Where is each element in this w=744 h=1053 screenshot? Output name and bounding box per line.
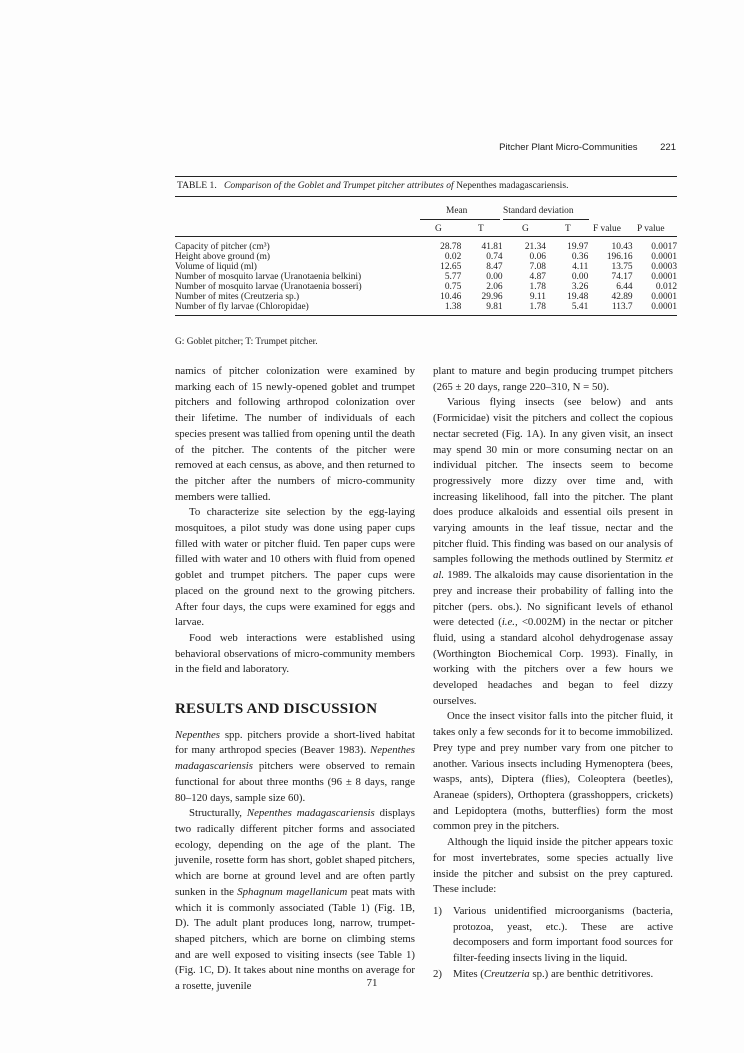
paragraph: plant to mature and begin producing trumpet pitchers (265 ± 20 days, range 220–310, N = 50). [433,365,673,393]
table-cell: 0.75 [444,282,462,292]
table-cell: 8.47 [486,262,503,272]
header-page-number: 221 [660,142,676,153]
paragraph: Structurally, Nepenthes madagascariensis displays two radically different pitcher forms and associated ecology, depending on the age of the plant. The juvenile, rosette form has short, goblet shaped pitchers, which are borne at ground level and are often partly sunken in the Sphagnum magellanicum peat mats with which it is commonly associated (Table 1) (Fig. 1B, D). The adult plant produces long, narrow, trumpet-shaped pitchers, which are borne on climbing stems and are well exposed to visiting insects (see Table 1) (Fig. 1C, D). It takes about nine months on average for a rosette, juvenile [175,807,416,993]
table-cell: 0.0001 [651,302,677,312]
table-cell: 41.81 [481,242,503,252]
table-bottom-rule [175,315,677,316]
table-cell: 3.26 [571,282,589,292]
table-cell: 10.43 [611,242,633,252]
table-cell: 0.02 [444,252,462,262]
mean-underline [420,219,500,220]
col-header-sd-g: G [522,224,529,234]
list-item: 2) Mites (Creutzeria sp.) are benthic detritivores. [433,967,654,980]
table-cell: 19.97 [567,242,589,252]
table-cell: 10.46 [440,292,462,302]
table-cell: 0.012 [655,282,677,292]
table-cell: 9.81 [486,302,503,312]
table-cell: 4.11 [572,262,589,272]
table-cell: 0.74 [486,252,503,262]
paragraph: Various flying insects (see below) and ants (Formicidae) visit the pitchers and collect the copious nectar secreted (Fig. 1A). In any given visit, an insect may spend 30 min or more consuming nectar on an individual pitcher. The insects seem to become progressively more dizzy over time and, with increasing likelihood, fall into the pitcher. The plant does produce alkaloids and essential oils present in varying amounts in the leaf tissue, nectar and the pitcher fluid. This finding was based on our analysis of samples following the methods outlined by Stermitz et al. 1989. The alkaloids may cause disorientation in the prey and increase their probability of falling into the pitcher (pers. obs.). No significant levels of ethanol were detected (i.e., <0.002M) in the nectar or pitcher fluid, using a standard alcohol dehydrogenase assay (Worthington Biochemical Corp. 1993). Finally, in working with the pitchers over a few hours we developed headaches and began to feel dizzy ourselves. [433,396,674,707]
table-cell: 19.48 [567,292,589,302]
numbered-list [433,904,673,983]
table-cell: 0.36 [571,252,589,262]
col-header-t: T [478,224,484,234]
group-header-mean: Mean [446,206,468,216]
table-cell: 5.77 [444,272,462,282]
table-cell: 12.65 [440,262,462,272]
table-cell: 0.0001 [651,292,677,302]
header-bottom-rule [175,236,677,237]
table-cell: 42.89 [611,292,633,302]
table-cell: 0.0017 [651,242,677,252]
row-label: Capacity of pitcher (cm³) [175,242,270,252]
left-column [175,364,415,995]
table-footnote: G: Goblet pitcher; T: Trumpet pitcher. [175,337,318,347]
row-label: Number of fly larvae (Chloropidae) [175,302,309,312]
row-label: Volume of liquid (ml) [175,262,257,272]
table-row [175,272,677,282]
table-cell: 6.44 [616,282,633,292]
table-cell: 113.7 [611,302,633,312]
page-number: 71 [366,977,378,989]
table-top-rule [175,176,677,177]
table-cell: 0.0003 [651,262,677,272]
col-header-g: G [435,224,442,234]
table-cell: 0.0001 [651,252,677,262]
table-row [175,282,677,292]
table-row [175,262,677,272]
table-cell: 0.0001 [651,272,677,282]
table-row [175,242,677,252]
data-table [175,242,677,312]
paragraph: To characterize site selection by the egg-laying mosquitoes, a pilot study was done using paper cups filled with water or pitcher fluid. Ten paper cups were filled with water and 10 others with fluid from opened goblet and trumpet pitchers. The paper cups were placed on the ground next to the growing pitchers. After four days, the cups were examined for eggs and larvae. [175,506,415,629]
right-column [433,364,673,982]
row-label: Number of mosquito larvae (Uranotaenia bosseri) [175,282,362,292]
section-heading: RESULTS AND DISCUSSION [175,701,378,718]
table-cell: 28.78 [440,242,462,252]
table-row [175,292,677,302]
col-header-p-value: P value [637,224,665,234]
table-caption: TABLE 1. Comparison of the Goblet and Trumpet pitcher attributes of Nepenthes madagascariensis. [177,180,569,191]
table-cell: 0.00 [571,272,589,282]
paragraph: Although the liquid inside the pitcher appears toxic for most invertebrates, some species actually live inside the pitcher and subsist on the prey captured. These include: [433,836,673,896]
running-header [0,142,676,153]
table-caption-rule [175,196,677,197]
paragraph: Nepenthes spp. pitchers provide a short-lived habitat for many arthropod species (Beaver 1983). Nepenthes madagascariensis pitchers were observed to remain functional for about three months (96 ± 8 days, range 80–120 days, sample size 60). [175,728,415,804]
table-cell: 2.06 [486,282,503,292]
table-cell: 196.16 [606,252,633,262]
table-cell: 0.00 [486,272,503,282]
group-header-sd: Standard deviation [503,206,574,216]
table-cell: 4.87 [529,272,546,282]
table-cell: 1.78 [529,282,546,292]
col-header-f-value: F value [593,224,621,234]
table-row [175,252,677,262]
table-cell: 1.38 [444,302,462,312]
table-cell: 9.11 [529,292,546,302]
paragraph: Once the insect visitor falls into the pitcher fluid, it takes only a few seconds for it to become immobilized. Prey type and prey number vary from one pitcher to another. Various insects including Hymenoptera (bees, wasps, ants), Diptera (flies), Coleoptera (beetles), Araneae (spiders), Orthoptera (grasshoppers, crickets) and Lepidoptera (moths, butterflies) form the most common prey in the pitchers. [433,710,673,833]
table-cell: 7.08 [529,262,546,272]
col-header-sd-t: T [565,224,571,234]
table-cell: 29.96 [481,292,503,302]
paragraph: namics of pitcher colonization were examined by marking each of 15 newly-opened goblet and trumpet pitchers and following arthropod colonization over their lifetime. The number of individuals of each species present was tallied from opening until the death of the pitcher. The contents of the pitcher were removed at each census, as above, and then returned to the pitcher after the numbers of micro-community members were tallied. [175,365,415,503]
table-cell: 21.34 [524,242,546,252]
row-label: Height above ground (m) [175,252,271,262]
table-row [175,302,677,312]
table-cell: 13.75 [611,262,633,272]
table-cell: 5.41 [571,302,589,312]
table-cell: 1.78 [529,302,546,312]
paragraph: Food web interactions were established using behavioral observations of micro-community members in the field and laboratory. [175,631,415,676]
running-title: Pitcher Plant Micro-Communities [499,142,638,153]
table-cell: 74.17 [611,272,633,282]
list-item: 1) Various unidentified microorganisms (bacteria, protozoa, yeast, etc.). These are active decomposers and form important food sources for filter-feeding insects living in the liquid. [433,904,673,965]
table-cell: 0.06 [529,252,546,262]
row-label: Number of mites (Creutzeria sp.) [175,292,300,302]
row-label: Number of mosquito larvae (Uranotaenia belkini) [175,272,362,282]
sd-underline [503,219,589,220]
